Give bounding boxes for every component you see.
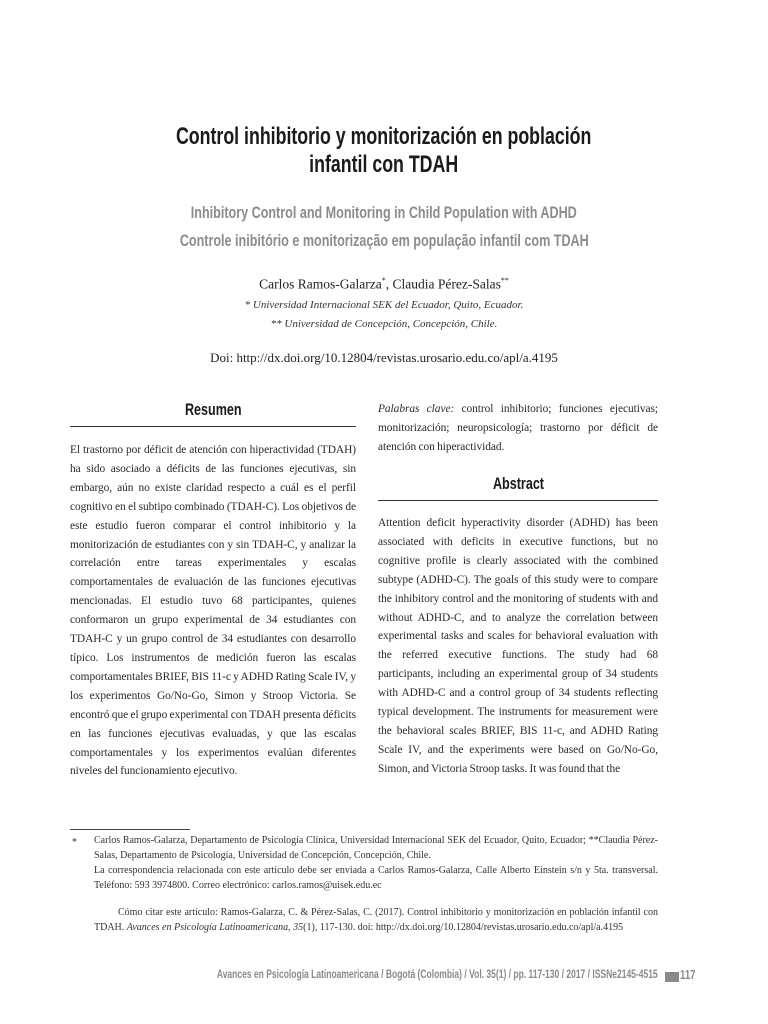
article-title-portuguese: Controle inibitório e monitorização em população infantil com TDAH <box>179 231 589 250</box>
affiliation-2: ** Universidad de Concepción, Concepción, Chile. <box>270 318 498 330</box>
footnote-mark: * <box>72 837 77 848</box>
citation-journal: Avances en Psicología Latinoamericana, 35 <box>126 921 304 933</box>
resumen-heading: Resumen <box>70 400 356 427</box>
article-title-line1: Control inhibitorio y monitorización en población <box>176 123 592 150</box>
running-footer: Avances en Psicología Latinoamericana / Bogotá (Colombia) / Vol. 35(1) / pp. 117-130 / 2017 / ISSNe2145-4515 <box>217 969 658 981</box>
resumen-body: El trastorno por déficit de atención con hiperactividad (TDAH) ha sido asociado a déficits de las funciones ejecutivas, sin embargo, aún no existe claridad respecto a cuál es el perfil cognitivo en el subtipo combinado (TDAH-C). Los objetivos de este estudio fueron comparar el control inhibitorio y la monitorización de estudiantes con y sin TDAH-C, y analizar la correlación entre tareas experimentales y escalas comportamentales de evaluación de las funciones ejecutivas mencionadas. El estudio tuvo 68 participantes, quienes conformaron un grupo experimental de 34 estudiantes con TDAH-C y un grupo control de 34 estudiantes con desarrollo típico. Los instrumentos de medición fueron las escalas comportamentales BRIEF, BIS 11-c y ADHD Rating Scale IV, y los experimentos Go/No-Go, Simon y Stroop Victoria. Se encontró que el grupo experimental con TDAH presenta déficits en las funciones ejecutivas evaluadas, y que las escalas comportamentales y los experimentos evalúan diferentes niveles del funcionamiento ejecutivo. <box>70 444 356 778</box>
page-number-block <box>665 972 679 982</box>
abstract-heading: Abstract <box>378 474 658 501</box>
article-title-english: Inhibitory Control and Monitoring in Child Population with ADHD <box>191 203 577 222</box>
doi-link[interactable]: Doi: http://dx.doi.org/10.12804/revistas.urosario.edu.co/apl/a.4195 <box>210 350 558 365</box>
abstract-body: Attention deficit hyperactivity disorder (ADHD) has been associated with deficits in executive functions, but no cognitive profile is clearly associated with the combined subtype (ADHD-C). The goals of this study were to compare the inhibitory control and the monitoring of students with and without ADHD-C, and to analyze the correlation between experimental tasks and scales for behavioral evaluation with the referred executive functions. The study had 68 participants, including an experimental group of 34 students with ADHD-C and a control group of 34 students reflecting typical development. The instruments for measurement were the behavioral scales BRIEF, BIS 11-c, and ADHD Rating Scale IV, and the experiments were based on Go/No-Go, Simon, and Victoria Stroop tasks. It was found that the <box>378 517 658 775</box>
author-2: Claudia Pérez-Salas <box>392 276 501 292</box>
authors: Carlos Ramos-Galarza*, Claudia Pérez-Salas** <box>259 276 509 292</box>
page-number: 117 <box>680 967 696 982</box>
keywords <box>378 400 658 457</box>
footnote-correspondence: La correspondencia relacionada con este artículo debe ser enviada a Carlos Ramos-Galarza, Calle Alberto Einstein s/n y 5ta. transversal. Teléfono: 593 3974800. Correo electrónico: carlos.ramos@uisek.edu.ec <box>94 865 658 891</box>
keywords-text: control inhibitorio; funciones ejecutivas; monitorización; neuropsicología; trastorno por déficit de atención con hiperactividad. <box>378 403 658 453</box>
affiliation-1: * Universidad Internacional SEK del Ecuador, Quito, Ecuador. <box>244 299 524 311</box>
footnote-rule <box>70 829 190 830</box>
article-title-line2: infantil con TDAH <box>309 151 459 178</box>
author-1: Carlos Ramos-Galarza <box>259 276 382 292</box>
citation: Cómo citar este artículo: Ramos-Galarza, C. & Pérez-Salas, C. (2017). Control inhibitorio y monitorización en población infantil con TDAH. Avances en Psicología Latinoamericana, 35(1), 117-130. doi: http://dx.doi.org/10.12804/revistas.urosario.edu.co/apl/a.4195 <box>94 907 658 933</box>
keywords-label: Palabras clave: <box>378 403 455 415</box>
footnote-affiliations: Carlos Ramos-Galarza, Departamento de Psicología Clínica, Universidad Internacional SEK del Ecuador, Quito, Ecuador; **Claudia Pérez-Salas, Departamento de Psicología, Universidad de Concepción, Concepción, Chile. <box>94 835 658 861</box>
